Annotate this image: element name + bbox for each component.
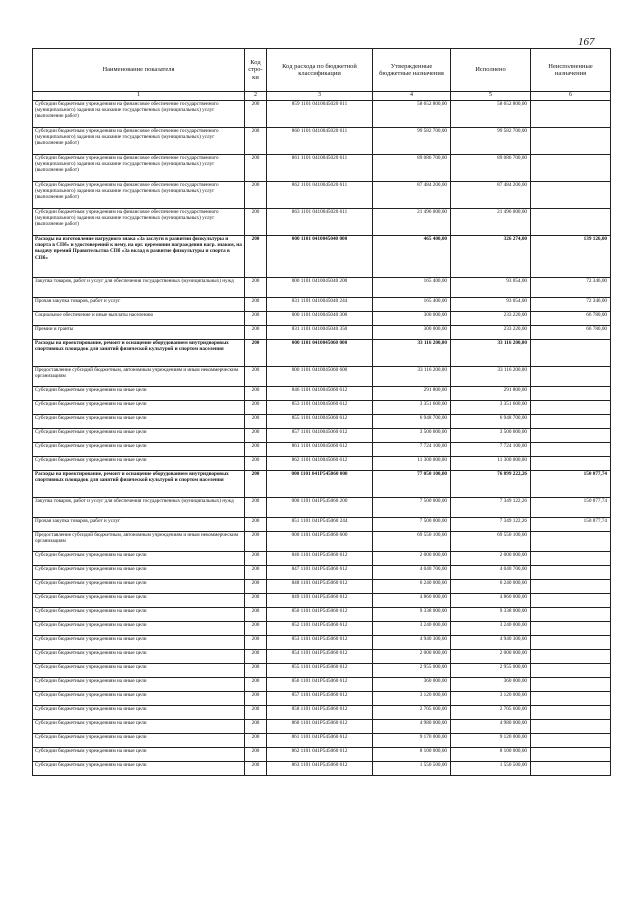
- row-name: Субсидии бюджетным учреждениям на иные цели: [33, 692, 245, 706]
- row-name: Субсидии бюджетным учреждениям на иные цели: [33, 636, 245, 650]
- row-unexecuted: 72 346,00: [531, 278, 611, 298]
- row-name: Социальное обеспечение и иные выплаты населению: [33, 312, 245, 326]
- row-approved: 7 724 100,00: [373, 443, 451, 457]
- row-line-code: 200: [245, 128, 267, 155]
- row-executed: 2 705 600,00: [451, 706, 531, 720]
- row-line-code: 200: [245, 734, 267, 748]
- header-unexecuted: Неисполненные назначения: [531, 49, 611, 92]
- row-expense-code: 862 1101 0410045060 612: [267, 457, 373, 471]
- row-expense-code: 860 1101 0410045020 611: [267, 128, 373, 155]
- column-number: 6: [531, 92, 611, 101]
- table-row: [33, 664, 611, 678]
- row-line-code: 200: [245, 326, 267, 340]
- row-expense-code: 853 1101 0410045060 612: [267, 401, 373, 415]
- row-line-code: 200: [245, 443, 267, 457]
- row-approved: 4 980 000,00: [373, 720, 451, 734]
- row-approved: 300 000,00: [373, 326, 451, 340]
- table-row: [33, 128, 611, 155]
- table-row: [33, 415, 611, 429]
- row-unexecuted: 66 780,00: [531, 326, 611, 340]
- row-executed: 3 120 000,00: [451, 692, 531, 706]
- table-row: [33, 552, 611, 566]
- row-approved: 300 000,00: [373, 312, 451, 326]
- row-expense-code: 861 1101 0410045060 612: [267, 443, 373, 457]
- header-expense-code: Код расхода по бюджетной классификации: [267, 49, 373, 92]
- row-name: Субсидии бюджетным учреждениям на иные цели: [33, 720, 245, 734]
- table-row: [33, 340, 611, 367]
- row-line-code: 200: [245, 401, 267, 415]
- row-executed: 2 955 000,00: [451, 664, 531, 678]
- row-line-code: 200: [245, 155, 267, 182]
- row-unexecuted: 72 346,00: [531, 298, 611, 312]
- row-executed: 93 054,00: [451, 278, 531, 298]
- row-name: Субсидии бюджетным учреждениям на иные цели: [33, 415, 245, 429]
- row-name: Субсидии бюджетным учреждениям на иные цели: [33, 457, 245, 471]
- row-unexecuted: [531, 532, 611, 552]
- table-row: [33, 518, 611, 532]
- table-row: [33, 636, 611, 650]
- row-unexecuted: [531, 340, 611, 367]
- row-approved: 3 351 600,00: [373, 401, 451, 415]
- row-name: Субсидии бюджетным учреждениям на иные цели: [33, 401, 245, 415]
- row-expense-code: 863 1101 0410045020 611: [267, 209, 373, 236]
- row-executed: 87 484 200,00: [451, 182, 531, 209]
- row-line-code: 200: [245, 415, 267, 429]
- row-name: Субсидии бюджетным учреждениям на иные цели: [33, 664, 245, 678]
- row-executed: 2 000 000,00: [451, 650, 531, 664]
- row-line-code: 200: [245, 182, 267, 209]
- row-line-code: 200: [245, 706, 267, 720]
- row-executed: 21 496 000,00: [451, 209, 531, 236]
- row-executed: 4 040 700,00: [451, 566, 531, 580]
- row-line-code: 200: [245, 664, 267, 678]
- row-expense-code: 000 1101 0410045040 000: [267, 236, 373, 278]
- row-executed: 6 948 700,00: [451, 415, 531, 429]
- table-row: [33, 532, 611, 552]
- row-approved: 291 800,00: [373, 387, 451, 401]
- row-name: Закупка товаров, работ и услуг для обеспечения государственных (муниципальных) нужд: [33, 498, 245, 518]
- row-approved: 360 000,00: [373, 678, 451, 692]
- header-row: [33, 49, 611, 92]
- row-approved: 9 170 000,00: [373, 734, 451, 748]
- row-name: Субсидии бюджетным учреждениям на иные цели: [33, 748, 245, 762]
- row-line-code: 200: [245, 278, 267, 298]
- row-unexecuted: 66 780,00: [531, 312, 611, 326]
- row-executed: 4 980 000,00: [451, 720, 531, 734]
- table-row: [33, 326, 611, 340]
- row-unexecuted: [531, 636, 611, 650]
- row-unexecuted: [531, 748, 611, 762]
- row-line-code: 200: [245, 720, 267, 734]
- row-approved: 6 240 000,00: [373, 580, 451, 594]
- row-line-code: 200: [245, 650, 267, 664]
- column-number: 5: [451, 92, 531, 101]
- row-unexecuted: [531, 387, 611, 401]
- row-name: Субсидии бюджетным учреждениям на иные цели: [33, 566, 245, 580]
- row-name: Субсидии бюджетным учреждениям на иные цели: [33, 429, 245, 443]
- row-line-code: 200: [245, 678, 267, 692]
- row-approved: 3 240 000,00: [373, 622, 451, 636]
- row-name: Субсидии бюджетным учреждениям на иные цели: [33, 608, 245, 622]
- row-approved: 3 120 000,00: [373, 692, 451, 706]
- row-executed: 9 338 000,00: [451, 608, 531, 622]
- row-executed: 6 240 000,00: [451, 580, 531, 594]
- row-name: Предоставление субсидий бюджетным, автономным учреждениям и иным некоммерческим организациям: [33, 367, 245, 387]
- row-executed: 1 550 500,00: [451, 762, 531, 776]
- row-name: Расходы на проектирование, ремонт и оснащение оборудованием внутридворовых спортивных площадок для занятий физической культурой и спортом населения: [33, 340, 245, 367]
- row-unexecuted: [531, 762, 611, 776]
- row-line-code: 200: [245, 236, 267, 278]
- row-expense-code: 862 1101 0410045020 611: [267, 182, 373, 209]
- row-approved: 87 484 200,00: [373, 182, 451, 209]
- row-executed: 4 860 000,00: [451, 594, 531, 608]
- row-line-code: 200: [245, 566, 267, 580]
- row-unexecuted: [531, 552, 611, 566]
- row-expense-code: 856 1101 041P545060 612: [267, 678, 373, 692]
- row-approved: 2 955 000,00: [373, 664, 451, 678]
- row-expense-code: 853 1101 041P545060 612: [267, 636, 373, 650]
- row-executed: 33 116 200,00: [451, 367, 531, 387]
- row-approved: 9 338 000,00: [373, 608, 451, 622]
- row-expense-code: 831 1101 0410045040 350: [267, 326, 373, 340]
- row-approved: 89 086 700,00: [373, 155, 451, 182]
- row-approved: 465 400,00: [373, 236, 451, 278]
- row-approved: 11 300 000,00: [373, 457, 451, 471]
- row-executed: 7 349 122,26: [451, 518, 531, 532]
- row-executed: 2 000 000,00: [451, 552, 531, 566]
- row-name: Субсидии бюджетным учреждениям на иные цели: [33, 443, 245, 457]
- page-number: 167: [578, 36, 595, 48]
- row-unexecuted: [531, 650, 611, 664]
- row-line-code: 200: [245, 762, 267, 776]
- row-expense-code: 000 1101 0410045060 000: [267, 340, 373, 367]
- table-row: [33, 312, 611, 326]
- table-row: [33, 734, 611, 748]
- row-expense-code: 855 1101 0410045060 612: [267, 415, 373, 429]
- row-executed: 3 500 000,00: [451, 429, 531, 443]
- table-row: [33, 580, 611, 594]
- row-name: Субсидии бюджетным учреждениям на иные цели: [33, 580, 245, 594]
- row-executed: 3 240 000,00: [451, 622, 531, 636]
- row-expense-code: 862 1101 041P545060 612: [267, 748, 373, 762]
- row-approved: 4 940 300,00: [373, 636, 451, 650]
- row-expense-code: 857 1101 0410045060 612: [267, 429, 373, 443]
- row-approved: 21 496 000,00: [373, 209, 451, 236]
- column-number: 1: [33, 92, 245, 101]
- row-approved: 7 500 000,00: [373, 498, 451, 518]
- row-unexecuted: 139 126,00: [531, 236, 611, 278]
- table-row: [33, 594, 611, 608]
- row-approved: 4 040 700,00: [373, 566, 451, 580]
- table-row: [33, 471, 611, 498]
- row-line-code: 200: [245, 498, 267, 518]
- row-executed: 9 120 000,00: [451, 734, 531, 748]
- row-approved: 2 705 600,00: [373, 706, 451, 720]
- row-expense-code: 863 1101 041P545060 612: [267, 762, 373, 776]
- row-unexecuted: [531, 692, 611, 706]
- row-name: Премии и гранты: [33, 326, 245, 340]
- row-approved: 2 000 000,00: [373, 650, 451, 664]
- row-name: Расходы на проектирование, ремонт и оснащение оборудованием внутридворовых спортивных площадок для занятий физической культурой и спортом населения: [33, 471, 245, 498]
- row-name: Субсидии бюджетным учреждениям на иные цели: [33, 734, 245, 748]
- table-row: [33, 298, 611, 312]
- row-unexecuted: [531, 182, 611, 209]
- row-approved: 165 400,00: [373, 298, 451, 312]
- row-line-code: 200: [245, 518, 267, 532]
- row-unexecuted: 150 877,74: [531, 498, 611, 518]
- table-row: [33, 706, 611, 720]
- row-approved: 8 100 000,00: [373, 748, 451, 762]
- row-approved: 4 860 000,00: [373, 594, 451, 608]
- row-line-code: 200: [245, 101, 267, 128]
- row-name: Субсидии бюджетным учреждениям на иные цели: [33, 762, 245, 776]
- table-row: [33, 650, 611, 664]
- row-approved: 7 500 000,00: [373, 518, 451, 532]
- row-expense-code: 851 1101 041P545060 244: [267, 518, 373, 532]
- table-row: [33, 155, 611, 182]
- row-executed: 99 582 700,00: [451, 128, 531, 155]
- row-expense-code: 831 1101 0410045040 244: [267, 298, 373, 312]
- row-approved: 33 116 200,00: [373, 340, 451, 367]
- row-approved: 1 550 500,00: [373, 762, 451, 776]
- row-name: Предоставление субсидий бюджетным, автономным учреждениям и иным некоммерческим организациям: [33, 532, 245, 552]
- row-expense-code: 857 1101 041P545060 612: [267, 692, 373, 706]
- table-row: [33, 367, 611, 387]
- row-expense-code: 848 1101 041P545060 612: [267, 580, 373, 594]
- row-line-code: 200: [245, 429, 267, 443]
- row-unexecuted: [531, 566, 611, 580]
- row-unexecuted: [531, 580, 611, 594]
- row-expense-code: 846 1101 041P545060 612: [267, 552, 373, 566]
- row-line-code: 200: [245, 457, 267, 471]
- row-unexecuted: [531, 608, 611, 622]
- row-name: Субсидии бюджетным учреждениям на финансовое обеспечение государственного (муниципального) задания на оказание государственных (муниципальных) услуг (выполнение работ): [33, 101, 245, 128]
- row-executed: 233 220,00: [451, 312, 531, 326]
- row-name: Субсидии бюджетным учреждениям на иные цели: [33, 552, 245, 566]
- row-line-code: 200: [245, 594, 267, 608]
- row-line-code: 200: [245, 298, 267, 312]
- row-unexecuted: [531, 664, 611, 678]
- row-unexecuted: [531, 367, 611, 387]
- row-name: Субсидии бюджетным учреждениям на финансовое обеспечение государственного (муниципального) задания на оказание государственных (муниципальных) услуг (выполнение работ): [33, 182, 245, 209]
- row-name: Субсидии бюджетным учреждениям на финансовое обеспечение государственного (муниципального) задания на оказание государственных (муниципальных) услуг (выполнение работ): [33, 155, 245, 182]
- row-approved: 6 948 700,00: [373, 415, 451, 429]
- row-expense-code: 850 1101 041P545060 612: [267, 608, 373, 622]
- row-line-code: 200: [245, 580, 267, 594]
- row-line-code: 200: [245, 312, 267, 326]
- row-executed: 3 351 600,00: [451, 401, 531, 415]
- table-row: [33, 692, 611, 706]
- column-number: 4: [373, 92, 451, 101]
- row-expense-code: 849 1101 041P545060 612: [267, 594, 373, 608]
- row-expense-code: 860 1101 041P545060 612: [267, 720, 373, 734]
- row-name: Субсидии бюджетным учреждениям на иные цели: [33, 650, 245, 664]
- column-number: 2: [245, 92, 267, 101]
- row-expense-code: 858 1101 041P545060 612: [267, 706, 373, 720]
- row-expense-code: 859 1101 0410045020 611: [267, 101, 373, 128]
- row-unexecuted: [531, 720, 611, 734]
- row-executed: 4 940 300,00: [451, 636, 531, 650]
- row-unexecuted: 150 877,74: [531, 471, 611, 498]
- row-unexecuted: [531, 415, 611, 429]
- row-unexecuted: [531, 155, 611, 182]
- header-line-code: Код стро-ки: [245, 49, 267, 92]
- row-executed: 58 652 800,00: [451, 101, 531, 128]
- row-executed: 8 100 000,00: [451, 748, 531, 762]
- column-number: 3: [267, 92, 373, 101]
- row-approved: 33 116 200,00: [373, 367, 451, 387]
- row-line-code: 200: [245, 387, 267, 401]
- row-line-code: 200: [245, 748, 267, 762]
- row-executed: 33 116 200,00: [451, 340, 531, 367]
- row-approved: 3 500 000,00: [373, 429, 451, 443]
- header-executed: Исполнено: [451, 49, 531, 92]
- table-row: [33, 278, 611, 298]
- row-executed: 233 220,00: [451, 326, 531, 340]
- row-line-code: 200: [245, 532, 267, 552]
- header-approved: Утвержденные бюджетные назначения: [373, 49, 451, 92]
- row-executed: 76 899 222,26: [451, 471, 531, 498]
- row-name: Субсидии бюджетным учреждениям на иные цели: [33, 594, 245, 608]
- row-line-code: 200: [245, 608, 267, 622]
- row-name: Прочая закупка товаров, работ и услуг: [33, 298, 245, 312]
- row-approved: 69 550 100,00: [373, 532, 451, 552]
- row-line-code: 200: [245, 340, 267, 367]
- row-unexecuted: [531, 209, 611, 236]
- row-line-code: 200: [245, 622, 267, 636]
- table-row: [33, 457, 611, 471]
- row-unexecuted: [531, 734, 611, 748]
- row-executed: 326 274,00: [451, 236, 531, 278]
- row-unexecuted: [531, 443, 611, 457]
- row-unexecuted: [531, 101, 611, 128]
- row-name: Субсидии бюджетным учреждениям на иные цели: [33, 706, 245, 720]
- row-name: Расходы на изготовление нагрудного знака «За заслуги в развитии физкультуры и спорта в СПб» и удостоверений к нему, на орг. церемонии награждения нагр. знаком, на выдачу премий Правительства СПб «За вклад в развитие физкультуры и спорта в СПб»: [33, 236, 245, 278]
- table-row: [33, 608, 611, 622]
- row-name: Субсидии бюджетным учреждениям на финансовое обеспечение государственного (муниципального) задания на оказание государственных (муниципальных) услуг (выполнение работ): [33, 128, 245, 155]
- table-row: [33, 182, 611, 209]
- row-expense-code: 000 1101 0410045040 300: [267, 312, 373, 326]
- table-row: [33, 429, 611, 443]
- budget-execution-table: [32, 48, 611, 776]
- row-expense-code: 854 1101 041P545060 612: [267, 650, 373, 664]
- row-expense-code: 000 1101 041P545060 000: [267, 471, 373, 498]
- table-row: [33, 401, 611, 415]
- row-executed: 360 000,00: [451, 678, 531, 692]
- row-executed: 7 724 100,00: [451, 443, 531, 457]
- row-expense-code: 847 1101 041P545060 612: [267, 566, 373, 580]
- row-executed: 93 054,00: [451, 298, 531, 312]
- row-executed: 11 300 000,00: [451, 457, 531, 471]
- table-row: [33, 720, 611, 734]
- row-name: Закупка товаров, работ и услуг для обеспечения государственных (муниципальных) нужд: [33, 278, 245, 298]
- row-expense-code: 861 1101 0410045020 611: [267, 155, 373, 182]
- row-expense-code: 000 1101 041P545060 600: [267, 532, 373, 552]
- row-unexecuted: [531, 128, 611, 155]
- row-line-code: 200: [245, 636, 267, 650]
- row-line-code: 200: [245, 471, 267, 498]
- table-row: [33, 101, 611, 128]
- row-name: Субсидии бюджетным учреждениям на иные цели: [33, 387, 245, 401]
- row-unexecuted: [531, 622, 611, 636]
- row-unexecuted: [531, 457, 611, 471]
- row-unexecuted: [531, 401, 611, 415]
- row-expense-code: 846 1101 0410045060 612: [267, 387, 373, 401]
- row-unexecuted: 150 877,74: [531, 518, 611, 532]
- row-approved: 58 652 800,00: [373, 101, 451, 128]
- table-row: [33, 678, 611, 692]
- row-executed: 69 550 100,00: [451, 532, 531, 552]
- row-expense-code: 000 1101 041P545060 200: [267, 498, 373, 518]
- row-line-code: 200: [245, 552, 267, 566]
- table-row: [33, 566, 611, 580]
- table-row: [33, 748, 611, 762]
- row-executed: 7 349 122,26: [451, 498, 531, 518]
- row-expense-code: 000 1101 0410045060 600: [267, 367, 373, 387]
- column-number-row: [33, 92, 611, 101]
- header-indicator-name: Наименование показателя: [33, 49, 245, 92]
- row-name: Субсидии бюджетным учреждениям на иные цели: [33, 678, 245, 692]
- row-approved: 165 400,00: [373, 278, 451, 298]
- row-line-code: 200: [245, 367, 267, 387]
- row-line-code: 200: [245, 692, 267, 706]
- row-unexecuted: [531, 594, 611, 608]
- row-unexecuted: [531, 678, 611, 692]
- table-row: [33, 762, 611, 776]
- row-executed: 291 800,00: [451, 387, 531, 401]
- row-name: Субсидии бюджетным учреждениям на финансовое обеспечение государственного (муниципального) задания на оказание государственных (муниципальных) услуг (выполнение работ): [33, 209, 245, 236]
- row-expense-code: 861 1101 041P545060 612: [267, 734, 373, 748]
- table-row: [33, 443, 611, 457]
- table-row: [33, 387, 611, 401]
- row-expense-code: 852 1101 041P545060 612: [267, 622, 373, 636]
- row-unexecuted: [531, 429, 611, 443]
- row-expense-code: 855 1101 041P545060 612: [267, 664, 373, 678]
- row-name: Субсидии бюджетным учреждениям на иные цели: [33, 622, 245, 636]
- row-approved: 2 000 000,00: [373, 552, 451, 566]
- table-row: [33, 209, 611, 236]
- table-row: [33, 498, 611, 518]
- row-approved: 77 050 100,00: [373, 471, 451, 498]
- row-name: Прочая закупка товаров, работ и услуг: [33, 518, 245, 532]
- table-row: [33, 622, 611, 636]
- row-line-code: 200: [245, 209, 267, 236]
- row-expense-code: 000 1101 0410045040 200: [267, 278, 373, 298]
- row-executed: 89 086 700,00: [451, 155, 531, 182]
- row-unexecuted: [531, 706, 611, 720]
- row-approved: 99 582 700,00: [373, 128, 451, 155]
- table-row: [33, 236, 611, 278]
